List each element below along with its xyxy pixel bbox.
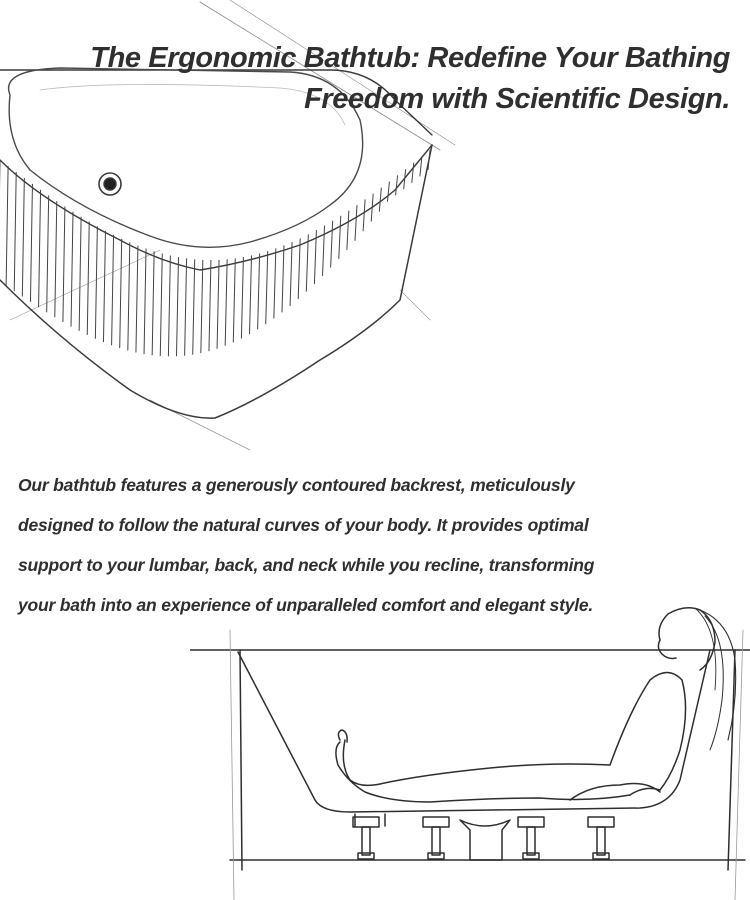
tub-flute-line xyxy=(63,206,65,322)
tub-flute-line xyxy=(120,239,122,348)
description-line-1: Our bathtub features a generously contoured backrest, meticulously xyxy=(18,475,575,495)
tub-flute-line xyxy=(225,259,227,345)
tub-flute-line xyxy=(160,254,162,357)
tub-flute-line xyxy=(14,172,16,291)
tub-flute-line xyxy=(39,190,41,307)
tub-flute-line xyxy=(168,256,170,357)
tub-flute-line xyxy=(201,260,203,353)
tub-flute-line xyxy=(47,195,49,312)
tub-flute-line xyxy=(95,226,97,338)
tub-flute-line xyxy=(379,188,381,212)
tub-flute-line xyxy=(290,242,292,306)
page-title-line-2: Freedom with Scientific Design. xyxy=(304,83,730,115)
tub-flute-line xyxy=(217,260,219,349)
tub-flute-line xyxy=(185,258,187,355)
tub-flute-line xyxy=(241,257,243,338)
description-line-2: designed to follow the natural curves of your body. It provides optimal xyxy=(18,515,589,535)
tub-flute-line xyxy=(144,249,146,355)
tub-flute-line xyxy=(103,231,105,342)
tub-flute-line xyxy=(55,201,57,317)
page-title-line-1: The Ergonomic Bathtub: Redefine Your Bathing xyxy=(90,42,730,74)
tub-flute-line xyxy=(128,242,130,350)
tub-flute-line xyxy=(136,246,138,353)
tub-flute-line xyxy=(152,251,154,355)
tub-flute-line xyxy=(282,245,284,312)
description-line-3: support to your lumbar, back, and neck while you recline, transforming xyxy=(18,555,595,575)
tub-flute-line xyxy=(355,205,357,241)
tub-flute-line xyxy=(87,222,89,335)
tub-flute-line xyxy=(396,175,398,195)
reclining-woman-bathtub-illustration xyxy=(190,570,750,900)
tub-flute-line xyxy=(266,251,268,324)
tub-flute-line xyxy=(298,238,300,299)
tub-flute-line xyxy=(22,178,24,297)
tub-flute-line xyxy=(209,260,211,351)
tub-flute-line xyxy=(6,166,8,286)
tub-flute-line xyxy=(176,257,178,356)
tub-flute-line xyxy=(71,212,73,327)
tub-flute-line xyxy=(79,217,81,331)
tub-flute-line xyxy=(363,199,365,231)
tub-flute-line xyxy=(30,184,32,302)
tub-flute-line xyxy=(412,163,414,183)
tub-flute-line xyxy=(323,226,325,276)
tub-flute-line xyxy=(193,259,195,354)
tub-flute-line xyxy=(258,253,260,329)
tub-flute-line xyxy=(347,211,349,250)
tub-flute-line xyxy=(274,248,276,318)
tub-flute-line xyxy=(233,258,235,342)
tub-flute-line xyxy=(250,255,252,334)
tub-flute-line xyxy=(112,235,114,345)
tub-flute-line xyxy=(331,221,333,268)
page-title xyxy=(70,38,730,120)
tub-flute-line xyxy=(339,216,341,259)
description-line-4: your bath into an experience of unparalleled comfort and elegant style. xyxy=(18,595,594,615)
tub-flute-line xyxy=(387,182,389,202)
